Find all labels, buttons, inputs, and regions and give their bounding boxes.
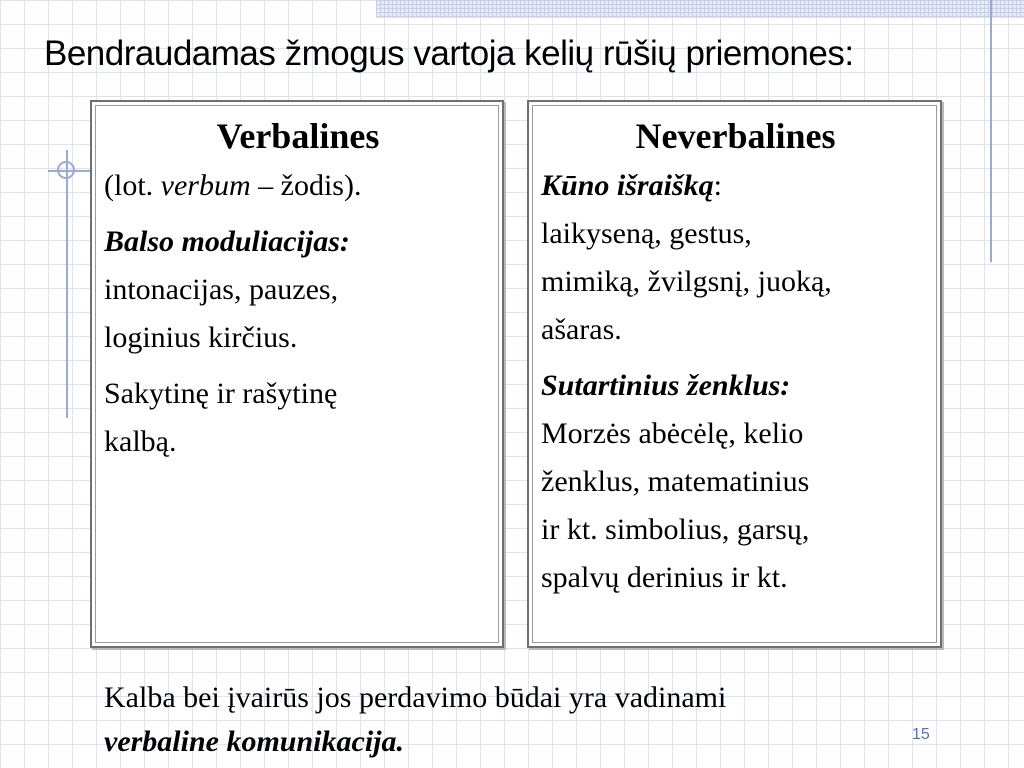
body-expression-line-2: mimiką, žvilgsnį, juoką, [541,265,832,298]
definition-prefix: (lot. [104,169,161,202]
slide-title: Bendraudamas žmogus vartoja kelių rūšių priemones: [44,34,854,73]
conventional-signs-line-3: ir kt. simbolius, garsų, [541,513,810,546]
conventional-signs-label: Sutartinius ženklus: [541,369,791,402]
body-expression-paragraph [541,162,930,354]
definition-suffix: – žodis). [250,169,362,202]
footer-statement [104,676,726,764]
footer-line-2: verbaline komunikacija. [104,725,404,758]
voice-modulation-paragraph [104,218,492,362]
voice-modulation-label: Balso moduliacijas: [104,225,350,258]
voice-modulation-line-2: loginius kirčius. [104,321,298,354]
speech-line-1: Sakytinę ir rašytinę [104,377,338,410]
nonverbal-heading: Neverbalines [635,116,836,156]
body-expression-label: Kūno išraišką [541,169,714,202]
decorative-circle-icon [57,161,75,179]
nonverbal-box [527,100,942,648]
speech-line-2: kalbą. [104,425,177,458]
decorative-vertical-line-right [990,0,992,262]
speech-paragraph [104,370,492,466]
decorative-top-band [376,0,1024,18]
body-expression-line-1: laikyseną, gestus, [541,217,752,250]
voice-modulation-line-1: intonacijas, pauzes, [104,273,339,306]
conventional-signs-line-2: ženklus, matematinius [541,465,810,498]
verbal-definition [104,162,492,210]
page-number: 15 [912,726,930,743]
verbal-box [90,100,504,648]
conventional-signs-line-1: Morzės abėcėlę, kelio [541,417,804,450]
verbal-heading: Verbalines [216,116,380,156]
footer-line-1: Kalba bei įvairūs jos perdavimo būdai yra vadinami [104,681,727,714]
body-expression-colon: : [713,169,722,202]
body-expression-line-3: ašaras. [541,313,622,346]
conventional-signs-line-4: spalvų derinius ir kt. [541,561,788,594]
definition-latin-word: verbum [160,169,251,202]
decorative-vertical-line-left [66,150,68,418]
conventional-signs-paragraph [541,362,930,602]
